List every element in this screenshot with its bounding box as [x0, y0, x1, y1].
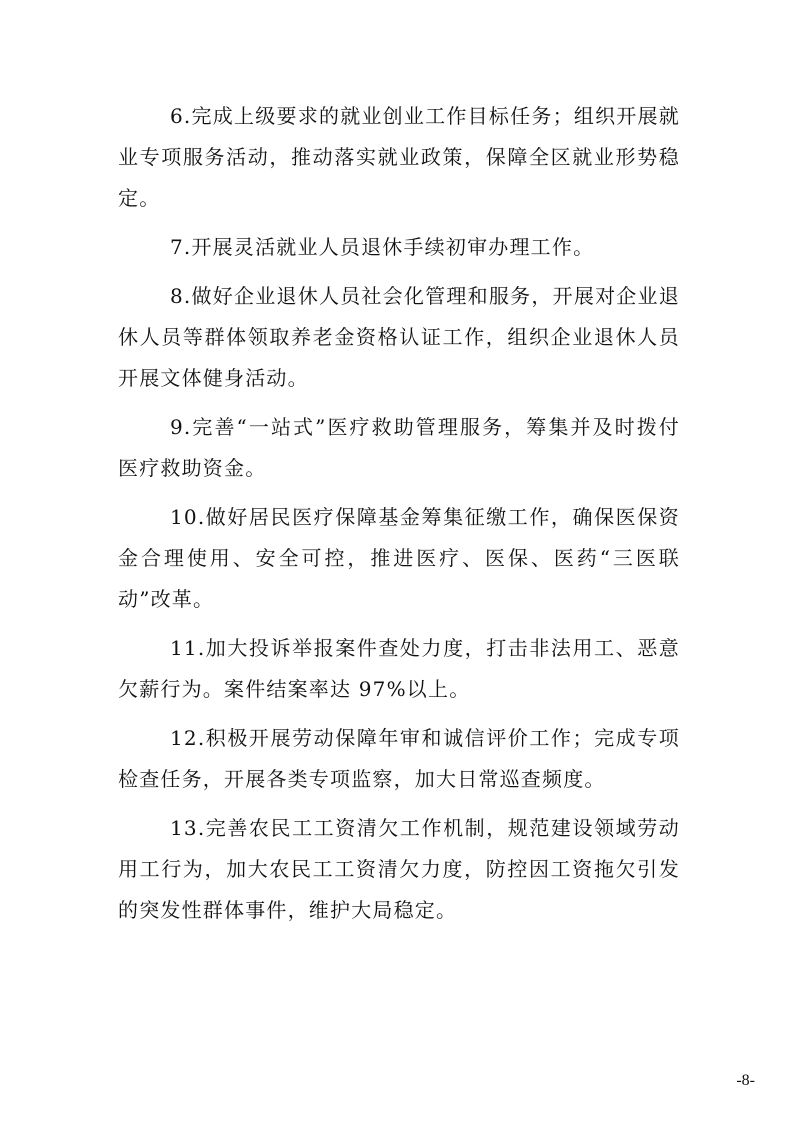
page-number: -8-	[736, 1072, 755, 1089]
document-body	[118, 96, 680, 939]
paragraph-item-6: 6.完成上级要求的就业创业工作目标任务；组织开展就业专项服务活动，推动落实就业政策，保障全区就业形势稳定。	[118, 104, 680, 210]
paragraph-item-12: 12.积极开展劳动保障年审和诚信评价工作；完成专项检查任务，开展各类专项监察，加大日常巡查频度。	[118, 726, 680, 791]
paragraph-item-11: 11.加大投诉举报案件查处力度，打击非法用工、恶意欠薪行为。案件结案率达 97%以上。	[118, 636, 680, 701]
paragraph-item-7: 7.开展灵活就业人员退休手续初审办理工作。	[170, 235, 595, 259]
paragraph-item-13: 13.完善农民工工资清欠工作机制，规范建设领域劳动用工行为，加大农民工工资清欠力度，防控因工资拖欠引发的突发性群体事件，维护大局稳定。	[118, 816, 680, 922]
paragraph-item-8: 8.做好企业退休人员社会化管理和服务，开展对企业退休人员等群体领取养老金资格认证工作，组织企业退休人员开展文体健身活动。	[118, 284, 680, 390]
paragraph-item-9: 9.完善“一站式”医疗救助管理服务，筹集并及时拨付医疗救助资金。	[118, 415, 680, 480]
paragraph-item-10: 10.做好居民医疗保障基金筹集征缴工作，确保医保资金合理使用、安全可控，推进医疗、医保、医药“三医联动”改革。	[118, 505, 680, 611]
